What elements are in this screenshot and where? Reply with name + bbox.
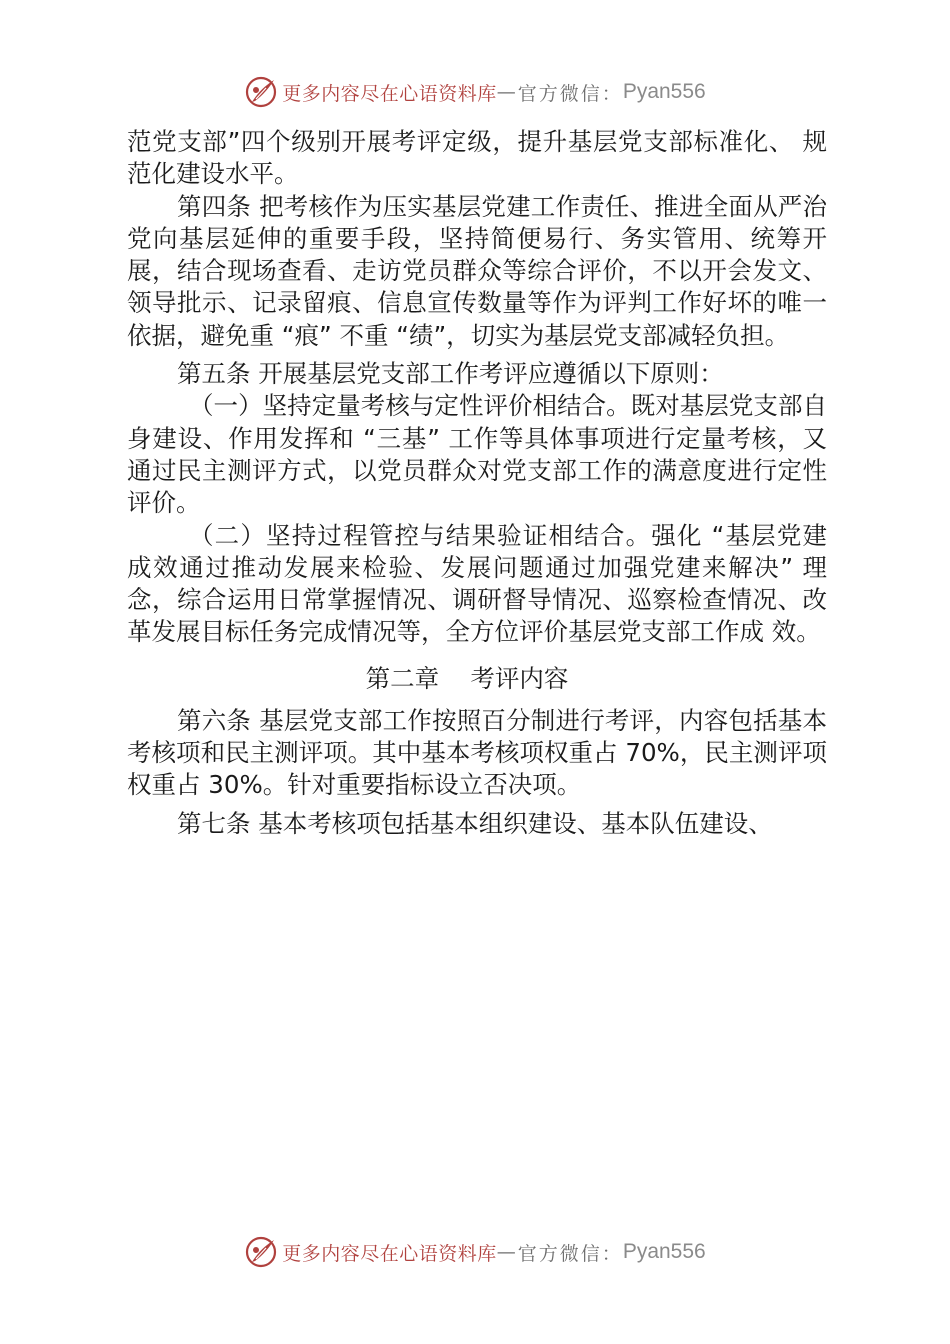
watermark-separator: — [496, 1241, 518, 1263]
watermark-brand-text: 更多内容尽在心语资料库 [282, 82, 497, 105]
article-5: 第五条 开展基层党支部工作考评应遵循以下原则： [177, 359, 724, 389]
quill-pen-logo-icon [244, 75, 278, 109]
chapter-2-heading: 第二章 考评内容 [365, 663, 569, 693]
paragraph-continuation: 范党支部”四个级别开展考评定级，提升基层党支部标准化、 规范化建设水平。 [127, 127, 827, 189]
document-body [127, 126, 827, 840]
principle-2: （二）坚持过程管控与结果验证相结合。强化 “基层党建 成效通过推动发展来检验、发展问题通过加强党建来解决” 理念，综合运用日常掌握情况、调研督导情况、巡察检查情况、改革发展目标任务完成情况等，全方位评价基层党支部工作成 效。 [127, 520, 827, 647]
article-4: 第四条 把考核作为压实基层党建工作责任、推进全面从严治党向基层延伸的重要手段，坚持简便易行、务实管用、统筹开展，结合现场查看、走访党员群众等综合评价，不以开会发文、领导批示、记录留痕、信息宣传数量等作为评判工作好坏的唯一依据，避免重 “痕” 不重 “绩”，切实为基层党支部减轻负担。 [127, 191, 827, 350]
watermark-brand-text: 更多内容尽在心语资料库 [282, 1242, 497, 1265]
article-7: 第七条 基本考核项包括基本组织建设、基本队伍建设、 [177, 808, 773, 838]
watermark-banner-bottom [0, 1230, 950, 1274]
watermark-separator: — [496, 81, 518, 103]
quill-pen-logo-icon [244, 1235, 278, 1269]
article-6: 第六条 基层党支部工作按照百分制进行考评，内容包括基本考核项和民主测评项。其中基本考核项权重占 70%，民主测评项权重占 30%。针对重要指标设立否决项。 [127, 705, 827, 800]
watermark-wechat-label: 官方微信： [517, 1242, 623, 1265]
watermark-wechat-label: 官方微信： [517, 82, 623, 105]
principle-1: （一）坚持定量考核与定性评价相结合。既对基层党支部自身建设、作用发挥和 “三基” 工作等具体事项进行定量考核，又通过民主测评方式，以党员群众对党支部工作的满意度进行定性评价。 [127, 391, 827, 518]
watermark-banner-top [0, 70, 950, 114]
watermark-wechat-id: Pyan556 [622, 1240, 706, 1263]
watermark-wechat-id: Pyan556 [622, 80, 706, 103]
